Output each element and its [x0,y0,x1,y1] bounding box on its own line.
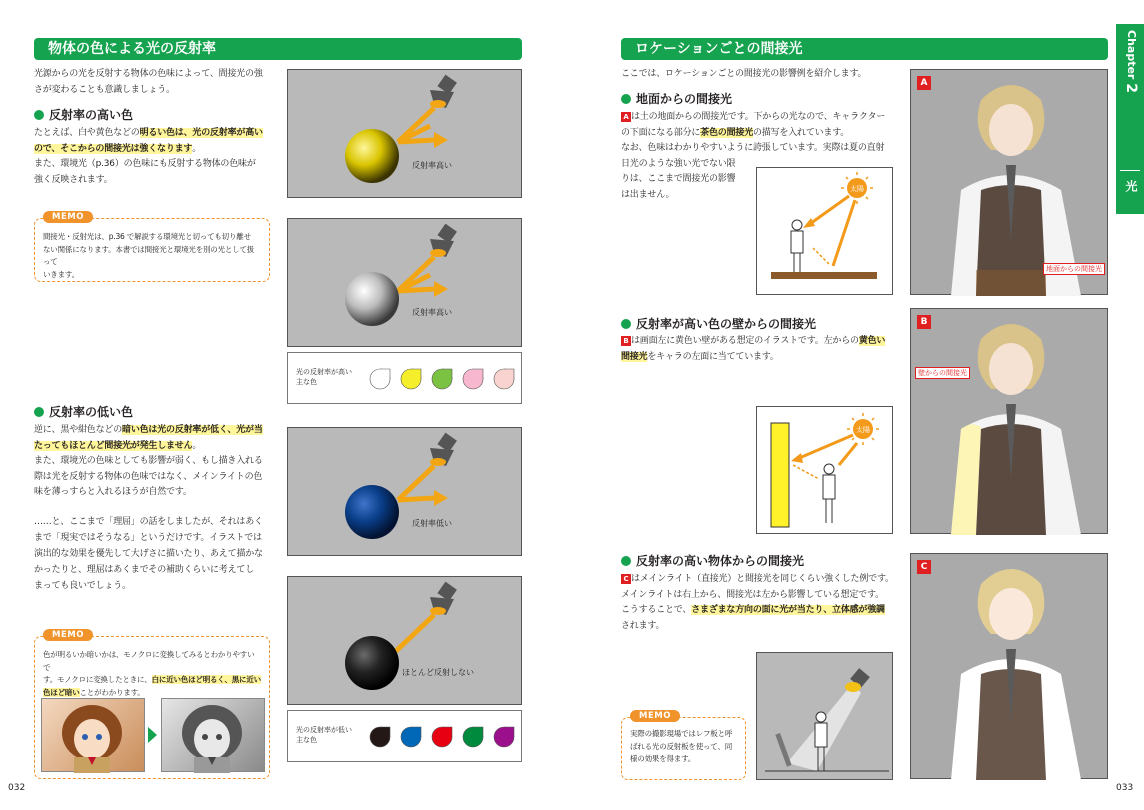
bullet-icon [34,110,44,120]
panel-label: ほとんど反射しない [402,668,474,677]
memo-tag: MEMO [630,710,680,722]
character-illustration [911,309,1109,535]
tab-divider [1120,170,1140,171]
person-icon [791,220,803,272]
chapter-label: Chapter 2 [1123,30,1139,93]
arrow-right-icon [148,727,157,743]
reflect-panel-white [287,218,522,347]
lamp-icon [430,582,457,615]
figure-c [910,553,1108,779]
svg-text:太陽: 太陽 [850,185,864,193]
memo-box-right: MEMO 実際の撮影現場ではレフ板と呼 ばれる光の反射板を使って、同 様の効果を得ます。 [621,717,746,780]
lamp-icon [430,224,457,257]
memo-tag: MEMO [43,211,93,223]
lamp-icon [430,75,457,108]
figure-b-label: 壁からの間接光 [915,367,970,379]
high-reflect-body: たとえば、白や黄色などの明るい色は、光の反射率が高い ので、そこからの間接光は強くなります。 また、環境光（p.36）の色味にも反射する物体の色味が 強く反映されます。 [34,128,263,185]
chapter-tab [1116,24,1144,214]
figure-a-label: 地面からの間接光 [1043,263,1105,275]
lamp-icon [845,668,870,692]
right-section-title: ロケーションごとの間接光 [621,38,1108,60]
low-reflect-heading: 反射率の低い色 [34,404,133,420]
figure-letter: C [917,560,931,574]
bullet-icon [621,556,631,566]
panel-label: 反射率低い [412,519,452,528]
lamp-ball-diagram [288,219,523,348]
lamp-ball-diagram [288,70,523,199]
figure-b [910,308,1108,534]
bullet-icon [621,94,631,104]
swatch-low: 光の反射率が低い 主な色 [287,710,522,762]
ground-heading: 地面からの間接光 [621,91,732,107]
left-intro: 光源からの光を反射する物体の色味によって、間接光の強 さが変わることも意識しましょう。 [34,69,263,95]
swatch-row [366,723,516,749]
svg-text:太陽: 太陽 [856,426,870,434]
lamp-icon [430,433,457,466]
page-number-left: 032 [8,783,26,793]
memo-box-1: MEMO 間接光・反射光は、p.36 で解説する環境光と切っても切り離せ ない関係になります。本書では間接光と環境光を別の光として扱って いきます。 [34,218,270,282]
bullet-icon [34,407,44,417]
figure-a [910,69,1108,295]
character-illustration [911,554,1109,780]
memo-box-2: MEMO 色が明るいか暗いかは、モノクロに変換してみるとわかりやすいで す。モノクロに変換したときに、白に近い色ほど明るく、黒に近い 色ほど暗いことがわかります。 [34,636,270,779]
ground-diagram [756,167,893,295]
swatch-high: 光の反射率が高い 主な色 [287,352,522,404]
right-intro: ここでは、ロケーションごとの間接光の影響例を紹介します。 [621,69,867,79]
mono-illustration [161,698,265,772]
theory-paragraph: ……と、ここまで「理屈」の話をしましたが、それはあく まで「現実ではそうなる」というだけです。イラストでは 演出的な効果を優先して大げさに描いたり、あえて描かな かったりと、理屈はあくまでその補助くらいに考えてし まっても良いでしょう。 [34,517,263,591]
wall-body: B は画面左に黄色い壁がある想定のイラストです。左からの黄色い 間接光をキャラの左面に当てています。 [621,336,886,362]
reflect-panel-black [287,576,522,705]
memo-tag: MEMO [43,629,93,641]
lamp-ball-diagram [288,428,523,557]
chapter-title: 光 [1124,180,1138,192]
wall-diagram [756,406,893,534]
figure-letter: A [917,76,931,90]
lamp-ball-diagram [288,577,523,706]
left-section-title: 物体の色による光の反射率 [34,38,522,60]
ground-body: A は土の地面からの間接光です。下からの光なので、キャラクター の下面になる部分に茶色の間接光の描写を入れています。 なお、色味はわかりやすいように誇張しています。実際は夏の直射 日光のような強い光でない限 りは、ここまで間接光の影響 は出ません。 [621,112,886,200]
bullet-icon [621,319,631,329]
color-illustration [41,698,145,772]
low-reflect-body: 逆に、黒や紺色などの暗い色は光の反射率が低く、光が当 たってもほとんど間接光が発生しません。 また、環境光の色味としても影響が弱く、もし描き入れる 際は光を反射する物体の色味ではなく、メインライトの色 味を薄っすらと入れるほうが自然です。 [34,425,263,497]
object-body: C はメインライト（直接光）と間接光を同じくらい強くした例です。 メインライトは右上から、間接光は左から影響している想定です。 こうすることで、さまざまな方向の面に光が当たり、立体感が強調 されます。 [621,574,894,631]
sun-icon [847,413,879,445]
panel-label: 反射率高い [412,161,452,170]
person-icon [823,464,835,523]
reflector-diagram [756,652,893,780]
object-heading: 反射率の高い物体からの間接光 [621,553,804,569]
high-reflect-heading: 反射率の高い色 [34,107,133,123]
page-number-right: 033 [1116,783,1134,793]
figure-letter: B [917,315,931,329]
wall-heading: 反射率が高い色の壁からの間接光 [621,316,816,332]
swatch-row [366,365,516,391]
reflect-panel-yellow [287,69,522,198]
reflect-panel-navy [287,427,522,556]
panel-label: 反射率高い [412,308,452,317]
